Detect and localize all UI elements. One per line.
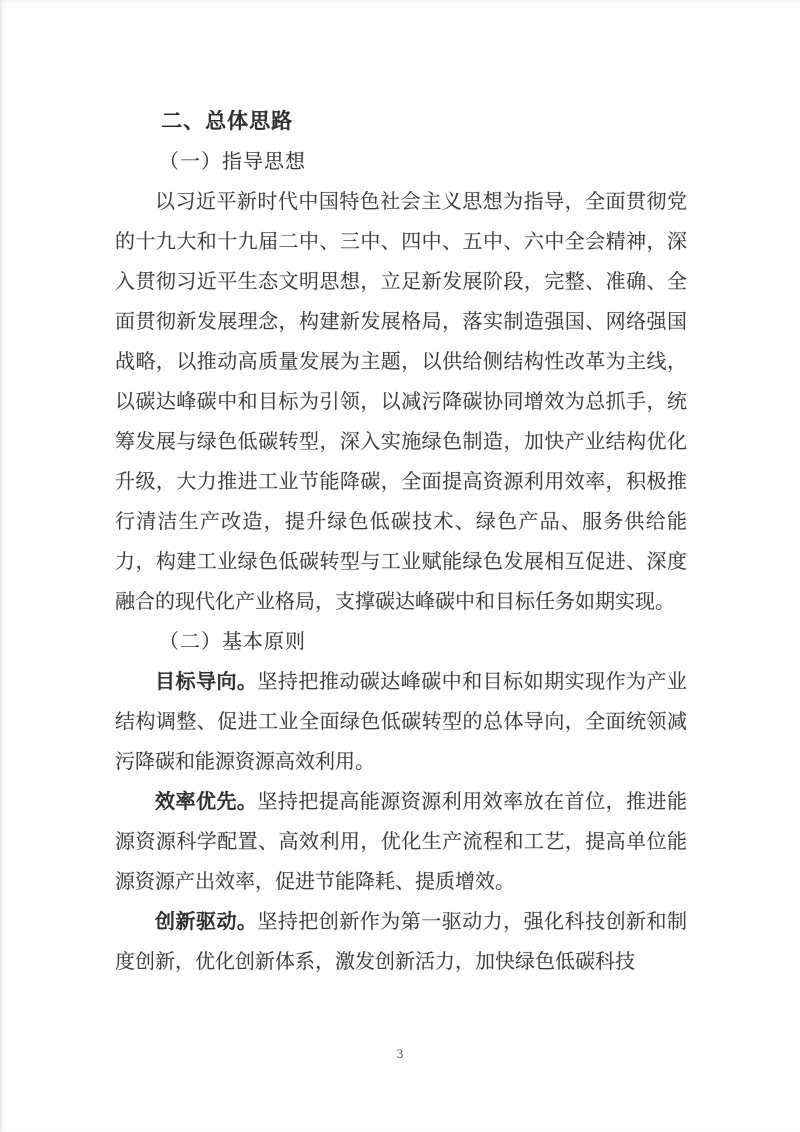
paragraph-guiding-ideology: 以习近平新时代中国特色社会主义思想为指导，全面贯彻党的十九大和十九届二中、三中、四中、五中、六中全会精神，深入贯彻习近平生态文明思想，立足新发展阶段，完整、准确、全面贯彻新发展理念，构建新发展格局，落实制造强国、网络强国战略，以推动高质量发展为主题，以供给侧结构性改革为主线，以碳达峰碳中和目标为引领，以减污降碳协同增效为总抓手，统筹发展与绿色低碳转型，深入实施绿色制造，加快产业结构优化升级，大力推进工业节能降碳，全面提高资源利用效率，积极推行清洁生产改造，提升绿色低碳技术、绿色产品、服务供给能力，构建工业绿色低碳转型与工业赋能绿色发展相互促进、深度融合的现代化产业格局，支撑碳达峰碳中和目标任务如期实现。 bbox=[115, 191, 687, 613]
paragraph-principle-innovation-driven bbox=[115, 902, 687, 982]
principle-text-efficiency-first: 坚持把提高能源资源利用效率放在首位，推进能源资源科学配置、高效利用，优化生产流程和工艺，提高单位能源资源产出效率，促进节能降耗、提质增效。 bbox=[115, 791, 688, 893]
subsection-heading-guiding-ideology: （一）指导思想 bbox=[159, 151, 306, 173]
document-content bbox=[115, 102, 687, 982]
principle-label-goal-orientation: 目标导向。 bbox=[155, 671, 258, 693]
principle-text-innovation-driven: 坚持把创新作为第一驱动力，强化科技创新和制度创新，优化创新体系，激发创新活力，加快绿色低碳科技 bbox=[115, 911, 688, 973]
page-number: 3 bbox=[396, 1046, 404, 1061]
principle-label-efficiency-first: 效率优先。 bbox=[155, 791, 258, 813]
subsection-heading-basic-principles: （二）基本原则 bbox=[159, 631, 306, 653]
principle-label-innovation-driven: 创新驱动。 bbox=[155, 911, 258, 933]
section-heading: 二、总体思路 bbox=[161, 110, 294, 133]
paragraph-principle-efficiency-first bbox=[115, 782, 687, 902]
paragraph-principle-goal-orientation bbox=[115, 662, 687, 782]
principle-text-goal-orientation: 坚持把推动碳达峰碳中和目标如期实现作为产业结构调整、促进工业全面绿色低碳转型的总体导向，全面统领减污降碳和能源资源高效利用。 bbox=[115, 671, 688, 773]
